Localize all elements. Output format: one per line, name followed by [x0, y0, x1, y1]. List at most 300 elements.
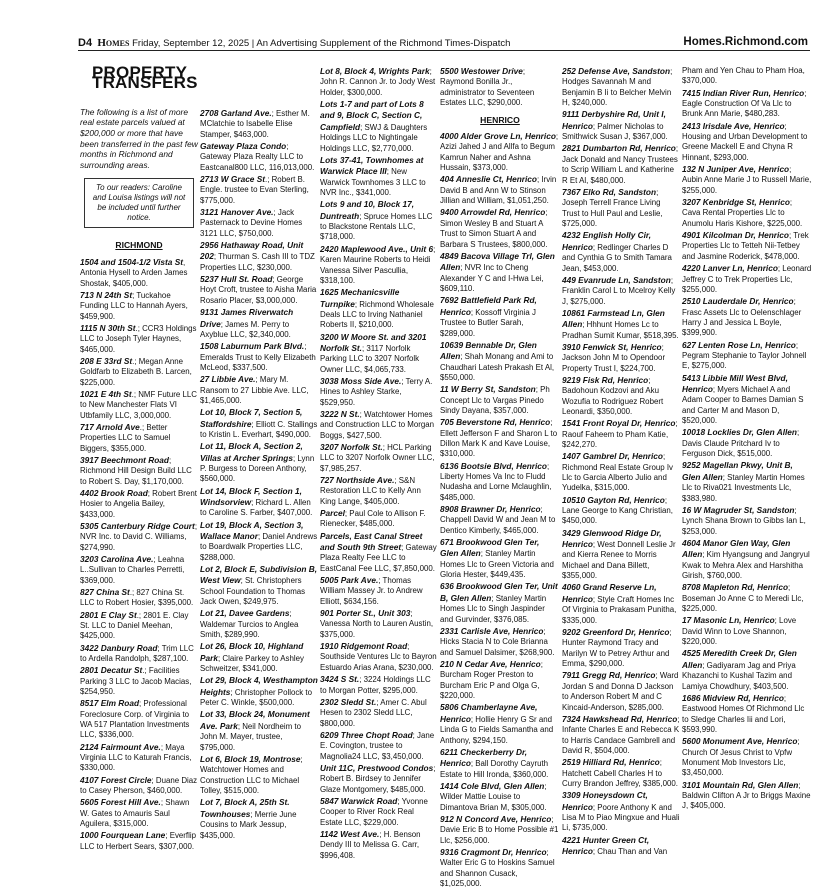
transfer-entry: [682, 538, 812, 582]
transfer-entry: [320, 199, 438, 243]
property-address: Lot 11, Block A, Section 2, Villas at Archer Springs: [200, 441, 303, 463]
transfer-entry: [200, 108, 318, 140]
transfer-details: ; Pegram Stephanie to Taylor Johnell E, $275,000.: [682, 340, 807, 371]
property-address: 713 N 24th St: [80, 289, 133, 300]
property-address: 2801 Decatur St: [80, 665, 143, 676]
transfer-details: ; Kossoff Virginia J Trustee to Butler Sarah, $289,000.: [440, 307, 536, 338]
transfer-entry: [440, 504, 560, 536]
transfer-entry: [200, 307, 318, 340]
property-address: 1115 N 30th St: [80, 322, 136, 333]
transfer-entry: [562, 187, 680, 230]
property-address: 2713 W Grace St: [200, 174, 266, 185]
transfer-entry: [440, 295, 560, 339]
property-address: 717 Arnold Ave: [80, 421, 140, 432]
property-address: 3207 Norfolk St.: [320, 441, 383, 452]
transfer-entry: [682, 263, 812, 295]
transfer-details: ; Richmond Wholesale Deals LLC to Irving Nathaniel Roberts II, $210,000.: [320, 299, 434, 330]
transfer-entry: [562, 342, 680, 374]
transfer-entry: [682, 427, 812, 459]
transfer-details: ; James M. Perry to Axyblue LLC, $2,340,000.: [200, 319, 291, 339]
transfer-entry: [80, 830, 198, 852]
property-address: 1686 Midview Rd, Henrico: [682, 692, 784, 703]
transfer-details: ; Boseman Jo Anne C to Meredi Llc, $225,000.: [682, 583, 804, 614]
transfer-details: ; Thomas William Massey Jr. to Andrew Elliott, $634,156.: [320, 576, 423, 606]
transfer-entry: [682, 582, 812, 614]
transfer-entry: [200, 797, 318, 841]
column-2: [200, 108, 318, 840]
transfer-details: ; Duane Diaz to Casey Pherson, $460,000.: [80, 775, 198, 796]
property-address: 3917 Beechmont Road: [80, 454, 169, 465]
transfer-entry: [200, 564, 318, 608]
transfer-entry: [440, 417, 560, 460]
transfer-entry: [562, 835, 680, 858]
column-6: [682, 66, 812, 811]
property-address: 2801 E Clay St: [80, 609, 137, 620]
property-address: 2420 Maplewood Ave., Unit 6: [320, 243, 434, 254]
transfer-entry: [320, 332, 438, 376]
property-address: 5600 Monument Ave, Henrico: [682, 736, 798, 747]
transfer-details: ; Infante Charles E and Rebecca K to Harris Candace Gambrell and David R, $504,000.: [562, 714, 680, 755]
property-address: 5605 Forest Hill Ave.: [80, 797, 161, 808]
transfer-entry: [80, 775, 198, 797]
transfer-entry: [320, 409, 438, 441]
property-address: 17 Masonic Ln, Henrico: [682, 615, 775, 626]
property-address: 252 Defense Ave, Sandston: [562, 66, 671, 76]
property-address: 27 Libbie Ave.: [200, 374, 256, 385]
transfer-details: ; Richmond Hill Design Build LLC to Robert S. Day, $1,170,000.: [80, 455, 192, 486]
property-address: 9252 Magellan Pkwy, Unit B, Glen Allen: [682, 460, 793, 482]
transfer-entry: [80, 290, 198, 322]
transfer-details: ; Housing and Urban Development to Greene Mackell E and Chyna R Hinnant, $293,000.: [682, 121, 808, 162]
property-address: Parcel: [320, 508, 345, 519]
transfer-details: ; St. Christophers School Foundation to Thomas Jack Owen, $249,975.: [200, 576, 306, 607]
transfer-details: ; 3224 Holdings LLC to Morgan Potter, $295,000.: [320, 675, 431, 695]
transfer-entry: [440, 626, 560, 658]
transfer-details: ; Gateway Plaza Realty LLC to Eastcanal800 LLC, 116,013,000.: [200, 142, 315, 172]
transfer-details: ; Christopher Pollock to Peter C. Winkle, $500,000.: [200, 687, 313, 708]
transfer-entry: [80, 643, 198, 665]
property-address: Lot 6, Block 19, Montrose: [200, 753, 301, 764]
property-address: 901 Porter St., Unit 303: [320, 608, 411, 619]
property-address: 3222 N St.: [320, 408, 360, 419]
transfer-details: ; Professional Foreclosure Corp. of Virginia to WA 517 Plantation Investments LLC, $336,000.: [80, 699, 190, 740]
transfer-entry: [320, 829, 438, 861]
transfer-entry: [80, 389, 198, 421]
property-address: 7324 Hawkshead Rd, Henrico: [562, 713, 678, 724]
transfer-details: ; Hodges Savannah M and Benjamin B Ii to Belcher Melvin H, $240,000.: [562, 67, 673, 108]
page-number: D4: [78, 37, 93, 49]
transfer-entry: [682, 693, 812, 736]
property-address: Lot 21, Davee Gardens: [200, 608, 290, 619]
transfer-details: ; Church Of Jesus Christ to Vpfw Monument Mob Investors Llc, $3,450,000.: [682, 737, 800, 778]
transfer-entry: [320, 763, 438, 795]
property-address: Lots 37-41, Townhomes at Warwick Place III: [320, 154, 424, 177]
property-address: 1625 Mechanicsville Turnpike: [320, 287, 400, 309]
transfer-details: ; HCL Parking LLC to 3207 Norfolk Owner LLC, $7,985,257.: [320, 442, 435, 473]
section-heading-richmond: RICHMOND: [115, 240, 163, 251]
date-line: Friday, September 12, 2025 | An Advertising Supplement of the Richmond Times-Dispatch: [132, 38, 511, 49]
property-address: 3101 Mountain Rd, Glen Allen: [682, 779, 799, 790]
transfer-entry: [440, 384, 560, 416]
transfer-entry: [562, 451, 680, 494]
transfer-details: Pham and Yen Chau to Pham Hoa, $370,000.: [682, 66, 805, 86]
transfer-entry: [80, 742, 198, 774]
property-address: 449 Evanrude Ln, Sandston: [562, 274, 671, 285]
property-address: 2510 Lauderdale Dr, Henrico: [682, 296, 794, 307]
transfer-details: ; Simon Wesley B and Stuart A Trust to Simon Stuart A and Barbara S Trustees, $800,000.: [440, 208, 548, 249]
transfer-entry: [682, 736, 812, 779]
transfer-entry: [320, 796, 438, 828]
property-address: 827 China St: [80, 586, 130, 597]
property-address: 132 N Juniper Ave, Henrico: [682, 164, 790, 175]
property-address: 10018 Locklies Dr, Glen Allen: [682, 427, 797, 438]
header-left: [78, 37, 510, 49]
property-address: 404 Anneslie Ct, Henrico: [440, 174, 537, 185]
transfer-entry: [200, 608, 318, 640]
transfer-details: ; Davie Eric B to Home Possible #1 Llc, $256,000.: [440, 814, 559, 845]
transfer-entry: [682, 340, 812, 372]
transfer-entry: [200, 641, 318, 674]
transfer-details: ; NVR Inc to Cheng Alexander Y C and I-Hwa Lei, $609,110.: [440, 263, 544, 294]
transfer-entry: [562, 714, 680, 757]
transfer-entry: [80, 422, 198, 454]
transfer-details: ; Ph Concept Llc to Vargas Pinedo Sindy Dayana, $357,000.: [440, 385, 550, 415]
transfer-entry: [682, 780, 812, 812]
property-address: 671 Brookwood Glen Ter, Glen Allen: [440, 537, 540, 559]
property-address: 4525 Meredith Creek Dr, Glen Allen: [682, 648, 797, 670]
transfer-details: ; Aubin Anne Marie J to Russell Marie, $255,000.: [682, 165, 812, 195]
property-address: 6211 Checkerberry Dr, Henrico: [440, 746, 528, 769]
transfer-entry: [440, 702, 560, 746]
transfer-details: ; Chau Than and Van: [592, 846, 668, 856]
property-address: 3429 Glenwood Ridge Dr, Henrico: [562, 527, 662, 550]
transfer-details: ; Lane George to Kang Christian, $450,000.: [562, 495, 673, 526]
property-address: Lot 26, Block 10, Highland Park: [200, 641, 304, 663]
transfer-entry: [80, 665, 198, 697]
transfer-details: ; Everflip LLC to Herbert Sears, $307,000.: [80, 831, 197, 851]
transfer-details: ; Merrie June Cousins to Mark Jessup, $435,000.: [200, 809, 297, 840]
transfer-details: ; Lynch Shana Brown to Gibbs Ian L, $253,000.: [682, 505, 806, 536]
transfer-details: .; NMF Future LLC to New Manchester Flats VI Utbfamily LLC, 3,000,000.: [80, 389, 197, 420]
transfer-details: ; Watchtower Homes and Construction LLC to Michael Tolley, $515,000.: [200, 754, 303, 796]
property-address: 10861 Farmstead Ln, Glen Allen: [562, 307, 665, 330]
transfer-details: ; Ward Jordan S and Donna D Jackson to Anderson Robert M and C Kincaid-Anderson, $285,000.: [562, 671, 679, 712]
property-address: 4107 Forest Circle: [80, 774, 152, 785]
transfer-entry: [682, 197, 812, 229]
transfer-details: ; Waldemar Turcios to Anglea Smith, $289,990.: [200, 609, 299, 640]
transfer-entry: [80, 797, 198, 829]
transfer-details: ; Raymond Bonilla Jr., administrator to Seventeen Estates LLC, $290,000.: [440, 67, 535, 108]
transfer-details: ; Southside Ventures Llc to Bayron Estuardo Arias Arana, $230,000.: [320, 642, 437, 672]
column-5: [562, 66, 680, 856]
property-address: Gateway Plaza Condo: [200, 141, 287, 152]
transfer-details: ; Badohoun Kodzovi and Aku Wozufia to Rodriguez Robert Leonardi, $350,000.: [562, 375, 664, 416]
property-address: 2956 Hathaway Road, Unit 202: [200, 240, 304, 262]
property-address: 3422 Danbury Road: [80, 642, 158, 653]
property-address: 4220 Lanver Ln, Henrico: [682, 263, 778, 274]
transfer-details: ; Stanley Martin Homes Llc to Riva021 Investments Llc, $383,980.: [682, 472, 805, 503]
property-address: 7415 Indian River Run, Henrico: [682, 87, 805, 98]
transfer-details: ; Cava Rental Properties Llc to Anumolu Haris Kishore, $225,000.: [682, 198, 803, 228]
section-heading-henrico: HENRICO: [480, 114, 520, 125]
property-address: 5806 Chamberlayne Ave, Henrico: [440, 702, 538, 724]
transfer-entry: [562, 418, 680, 450]
transfer-entry: [682, 66, 812, 87]
transfer-details: ; Love David Winn to Love Shannon, $220,000.: [682, 616, 797, 647]
transfer-entry: [80, 356, 198, 388]
property-address: 5305 Canterbury Ridge Court: [80, 520, 195, 531]
property-address: 6136 Bootsie Blvd, Henrico: [440, 460, 547, 471]
property-address: 6209 Three Chopt Road: [320, 729, 413, 740]
transfer-details: ; Shawn W. Gates to Amauris Saul Aguilera, $315,000.: [80, 798, 190, 829]
transfer-entry: [562, 670, 680, 713]
transfer-entry: [320, 730, 438, 762]
transfer-entry: [682, 648, 812, 692]
property-address: 8708 Mapleton Rd, Henrico: [682, 582, 789, 593]
transfer-details: ; Neil Nordheim to John M. Mayer, trustee, $795,000.: [200, 721, 301, 752]
transfer-details: ; Richard L. Allen to Caroline S. Farber, $407,000.: [200, 497, 313, 518]
property-address: 1000 Fourquean Lane: [80, 830, 166, 841]
section-brand: Homes: [97, 37, 130, 49]
transfer-entry: [440, 340, 560, 384]
transfer-details: ; Daniel Andrews to Boardwalk Properties LLC, $288,000.: [200, 532, 318, 562]
transfer-details: .; Better Properties LLC to Samuel Biggers, $355,000.: [80, 422, 171, 453]
transfer-details: ; Frasc Assets Llc to Oelenschlager Harry J and Jessica L Boyle, $399,900.: [682, 297, 802, 338]
transfer-entry: [200, 274, 318, 306]
transfer-entry: [320, 674, 438, 696]
property-address: 1414 Cole Blvd, Glen Allen: [440, 780, 545, 791]
transfer-details: ; Palmer Nicholas to Smithwick Susan J, $367,000.: [562, 121, 668, 142]
property-address: Lots 9 and 10, Block 17, Duntreath: [320, 199, 415, 221]
transfer-details: ; Liberty Homes Va Inc to Fludd Nudasha and Lorne Mclaughlin, $485,000.: [440, 461, 552, 502]
transfer-details: ; Robert Brent Hosier to Angelia Bailey, $433,000.: [80, 488, 197, 519]
transfer-entry: [440, 66, 560, 109]
transfer-entry: [320, 531, 438, 575]
transfer-entry: [440, 251, 560, 295]
property-address: 4402 Brook Road: [80, 487, 148, 498]
transfer-details: ; Gateway Plaza Realty Fee LLC to EastCanal Fee LLC, $7,850,000.: [320, 543, 437, 573]
transfer-details: ; Hhhunt Homes Lc to Pradhan Sumit Kumar, $518,395.: [562, 320, 679, 340]
property-address: 3309 Honeysdown Ct, Henrico: [562, 790, 648, 812]
property-address: 3038 Moss Side Ave.: [320, 375, 402, 386]
property-address: 9111 Derbyshire Rd, Unit I, Henrico: [562, 109, 666, 131]
transfer-entry: [320, 244, 438, 287]
property-address: 2413 Irisdale Ave, Henrico: [682, 120, 785, 131]
transfer-details: ; Stanley Martin Homes Llc to Singh Jaspinder and Gurvinder, $376,085.: [440, 593, 547, 624]
readers-note: To our readers: Caroline and Louisa listings will not be included until further notice.: [84, 178, 194, 228]
column-1-list: [80, 257, 198, 852]
transfer-entry: [682, 373, 812, 427]
transfer-entry: [682, 230, 812, 262]
transfer-details: ; Baldwin Clifton A Jr to Briggs Maxine J, $405,000.: [682, 780, 811, 811]
transfer-entry: [682, 121, 812, 164]
transfer-details: ; John R. Cannon Jr. to Jody West Holder, $300,000.: [320, 67, 436, 97]
property-address: 208 E 33rd St: [80, 355, 133, 366]
property-address: 7692 Battlefield Park Rd, Henrico: [440, 295, 537, 317]
property-address: 2519 Hilliard Rd, Henrico: [562, 757, 660, 768]
transfer-entry: [80, 488, 198, 520]
transfer-details: ; Joseph Terrell France Living Trust to Hull Paul and Leslie, $725,000.: [562, 187, 663, 229]
transfer-entry: [320, 608, 438, 640]
transfer-details: ; 3117 Norfolk Parking LLC to 3207 Norfolk Owner LLC, $4,065,733.: [320, 343, 420, 374]
transfer-details: ; Trek Properties Llc to Tetteh Nii-Tetbey and Jasmine Roderick, $478,000.: [682, 231, 809, 261]
property-address: 16 W Magruder St, Sandston: [682, 504, 795, 515]
transfer-entry: [200, 520, 318, 564]
transfer-entry: [682, 460, 812, 504]
transfer-entry: [440, 847, 560, 889]
transfer-entry: [200, 141, 318, 173]
property-address: 10639 Bennable Dr, Glen Allen: [440, 339, 537, 362]
transfer-entry: [440, 131, 560, 174]
transfer-details: ; Yvonne Cooper to River Rock Real Estate LLC, $229,000.: [320, 796, 428, 827]
property-address: 9219 Fisk Rd, Henrico: [562, 374, 649, 385]
transfer-details: ; Gadiyaram Jag and Priya Khazanchi to Kushal Tazim and Lamiya Chowdhury, $403,500.: [682, 660, 796, 691]
transfer-entry: [320, 641, 438, 673]
transfer-details: ; Jackson John M to Opendoor Property Trust I, $224,700.: [562, 342, 666, 373]
transfer-details: ; Eastwood Homes Of Richmond Llc to Sledge Charles Iii and Lori, $593,990.: [682, 693, 805, 734]
transfer-entry: [320, 66, 438, 98]
property-address: 9131 James Riverwatch Drive: [200, 307, 294, 329]
transfer-details: ; Watchtower Homes and Construction LLC to Morgan Boggs, $427,500.: [320, 409, 435, 440]
transfer-details: .; 2801 E. Clay St. LLC to Daniel Meehan, $425,000.: [80, 610, 189, 641]
transfer-entry: [440, 537, 560, 581]
transfer-details: ; Shah Monang and Ami to Chaudhari Latesh Prakash Et Al, $550,000.: [440, 352, 555, 382]
transfer-details: ; Style Craft Homes Inc Of Virginia to Prakasam Punitha, $335,000.: [562, 594, 677, 625]
transfer-details: ; Emeralds Trust to Kelly Elizabeth McLeod, $337,500.: [200, 342, 316, 372]
transfer-details: ; Raouf Faheem to Pham Katie, $242,270.: [562, 419, 678, 449]
transfer-entry: [562, 230, 680, 274]
transfer-details: .; Facilities Parking 3 LLC to Jacob Macias, $254,950.: [80, 666, 192, 696]
transfer-entry: [440, 781, 560, 813]
transfer-entry: [320, 475, 438, 507]
transfer-details: ; Amer C. Abul Hesen to 2302 Sledd LLC, $800,000.: [320, 697, 427, 728]
transfer-details: ; Franklin Carol L to Mcelroy Kelly J, $275,000.: [562, 275, 676, 306]
property-address: 4060 Grand Reserve Ln, Henrico: [562, 582, 657, 604]
transfer-entry: [80, 257, 198, 289]
transfer-entry: [562, 275, 680, 307]
transfer-details: ; S&N Restoration LLC to Kelly Ann King Lange, $405,000.: [320, 476, 421, 506]
property-address: 912 N Concord Ave, Henrico: [440, 813, 552, 824]
transfer-details: ; Chappell David W and Jean M to Dentico Kimberly, $465,000.: [440, 505, 556, 535]
transfer-details: ; SWJ & Daughters Holdings LLC to Nightingale Holdings LLC, $2,770,000.: [320, 122, 428, 153]
column-6-list: [682, 66, 812, 812]
property-address: 11 W Berry St, Sandston: [440, 384, 536, 395]
property-address: 9202 Greenford Dr, Henrico: [562, 626, 670, 637]
transfer-details: ; Poore Anthony K and Lisa M to Piao Mingxue and Huali Li, $735,000.: [562, 802, 680, 833]
transfer-details: ; Claire Parkey to Ashley Schweitzer, $341,000.: [200, 653, 304, 674]
intro-text: The following is a list of more real estate parcels valued at $200,000 or more that have been transferred in the past few months in Richmond and surrounding areas.: [80, 106, 198, 170]
transfer-entry: [440, 174, 560, 206]
transfer-details: ; Richmond Real Estate Group Iv Llc to Garcia Alberto Julio and Yudelka, $315,000.: [562, 452, 673, 493]
transfer-details: ; Kim Hyangsung and Jangryul Kwak to Mehra Alex and Harshitha Girish, $760,000.: [682, 550, 810, 581]
transfer-entry: [320, 155, 438, 199]
property-address: 1407 Gambrel Dr, Henrico: [562, 451, 663, 462]
property-address: 2302 Sledd St.: [320, 696, 377, 707]
property-address: 1541 Front Royal Dr, Henrico: [562, 418, 676, 429]
transfer-details: ; Jane E. Covington, trustee to Magnolia24 LLC, $3,450,000.: [320, 730, 435, 761]
transfer-details: .; Megan Anne Goldfarb to Elizabeth B. Larcen, $225,000.: [80, 356, 192, 387]
transfer-entry: [80, 323, 198, 355]
transfer-entry: [562, 582, 680, 626]
transfer-entry: [562, 790, 680, 834]
property-address: Lot 10, Block 7, Section 5, Staffordshire: [200, 407, 303, 429]
transfer-details: ; Davis Claude Pritchard Iv to Ferguson Dick, $515,000.: [682, 428, 800, 459]
transfer-entry: [200, 341, 318, 373]
property-address: 636 Brookwood Glen Ter, Unit B, Glen Allen: [440, 581, 558, 603]
transfer-entry: [440, 581, 560, 625]
column-4: [440, 66, 560, 888]
transfer-details: ; Robert B. Birdsey to Jennifer Glaze Montgomery, $485,000.: [320, 763, 436, 794]
transfer-details: ; Stanley Martin Homes Llc to Green Victoria and Gloria Hester, $449,435.: [440, 549, 554, 580]
transfer-details: ; Leonard Jeffrey C to Trek Properties Llc, $255,000.: [682, 264, 812, 294]
property-address: 210 N Cedar Ave, Henrico: [440, 658, 541, 669]
property-address: 3910 Fenwick St, Henrico: [562, 341, 662, 352]
property-address: 8517 Elm Road: [80, 698, 140, 709]
transfer-entry: [440, 207, 560, 250]
transfer-entry: [80, 587, 198, 609]
transfer-entry: [80, 521, 198, 553]
site-url[interactable]: Homes.Richmond.com: [683, 36, 808, 48]
transfer-entry: [562, 109, 680, 142]
transfer-details: ; Paul Cole to Allison F. Rienecker, $485,000.: [320, 509, 426, 529]
transfer-details: .; Robert B. Engle. trustee to Evan Sterling, $775,000.: [200, 175, 309, 205]
transfer-entry: [200, 174, 318, 206]
transfer-details: ; Hunter Raymond Tracy and Marilyn W to Petrey Arthur and Emma, $290,000.: [562, 627, 672, 669]
column-5-list: [562, 66, 680, 857]
transfer-details: .; CCR3 Holdings LLC to Joseph Tyler Haynes, $465,000.: [80, 323, 197, 354]
transfer-details: ; Hatchett Cabell Charles H to Curry Brandon Jeffrey, $385,000.: [562, 758, 678, 788]
transfer-entry: [320, 442, 438, 474]
transfer-details: ; New Warwick Townhomes 3 LLC to NVR Inc., $341,000.: [320, 167, 426, 198]
property-address: Lot 29, Block 4, Westhampton Heights: [200, 675, 318, 697]
transfer-details: ; Karen Maurine Roberts to Heidi Vanessa Silver Pascullia, $318,100.: [320, 244, 436, 285]
transfer-details: ; NVR Inc. to David C. Williams, $274,990.: [80, 521, 198, 552]
property-address: 1504 and 1504-1/2 Vista St: [80, 256, 184, 267]
transfer-details: ; Redlinger Charles D and Cynthia G to Smith Tamara Jean, $453,000.: [562, 242, 672, 273]
transfer-entry: [200, 675, 318, 708]
transfer-details: ; Burcham Roger Preston to Burcham Eric P and Olga G, $220,000.: [440, 659, 543, 701]
transfer-entry: [320, 697, 438, 729]
transfer-entry: [200, 441, 318, 485]
property-address: Unit 11C, Prestwood Condos: [320, 762, 434, 773]
property-address: 2331 Carlisle Ave, Henrico: [440, 625, 544, 636]
transfer-entry: [562, 308, 680, 341]
property-address: 1910 Ridgemont Road: [320, 641, 408, 652]
transfer-details: ; Myers Michael A and Adam Cooper to Barnes Damian S and Carter M and Mason D, $520,000.: [682, 384, 804, 426]
property-address: 627 Lenten Rose Ln, Henrico: [682, 339, 796, 350]
transfer-details: ; Elliott C. Stallings to Kristin L. Everhart, $490,000.: [200, 419, 318, 439]
property-address: 1508 Laburnum Park Blvd.: [200, 341, 305, 352]
transfer-entry: [562, 627, 680, 670]
property-address: 2708 Garland Ave.: [200, 108, 272, 118]
column-3: [320, 66, 438, 860]
transfer-entry: [562, 757, 680, 789]
property-address: Lot 2, Block E, Subdivision B, West View: [200, 564, 318, 586]
transfer-entry: [562, 66, 680, 109]
transfer-entry: [682, 164, 812, 196]
transfer-details: ; Terry A. Hines to Ashley Starke, $529,950.: [320, 376, 433, 407]
property-address: 10510 Gayton Rd, Henrico: [562, 494, 665, 505]
header-rule: [78, 50, 810, 51]
property-address: Lots 1-7 and part of Lots 8 and 9, Block C, Section C, Campfield: [320, 99, 424, 132]
property-address: 5237 Hull St. Road: [200, 274, 273, 285]
page-title: PROPERTY TRANSFERS: [92, 63, 198, 93]
transfer-details: ; Spruce Homes LLC to Blackstone Rentals LLC, $718,000.: [320, 211, 433, 242]
transfer-details: ; George Hoyt Croft, trustee to Aisha Maria Rosario Placer, $3,000,000.: [200, 275, 317, 305]
transfer-details: ; H. Benson Dendy III to Melissa G. Carr, $996,408.: [320, 829, 421, 860]
transfer-entry: [682, 88, 812, 120]
transfer-entry: [320, 575, 438, 607]
